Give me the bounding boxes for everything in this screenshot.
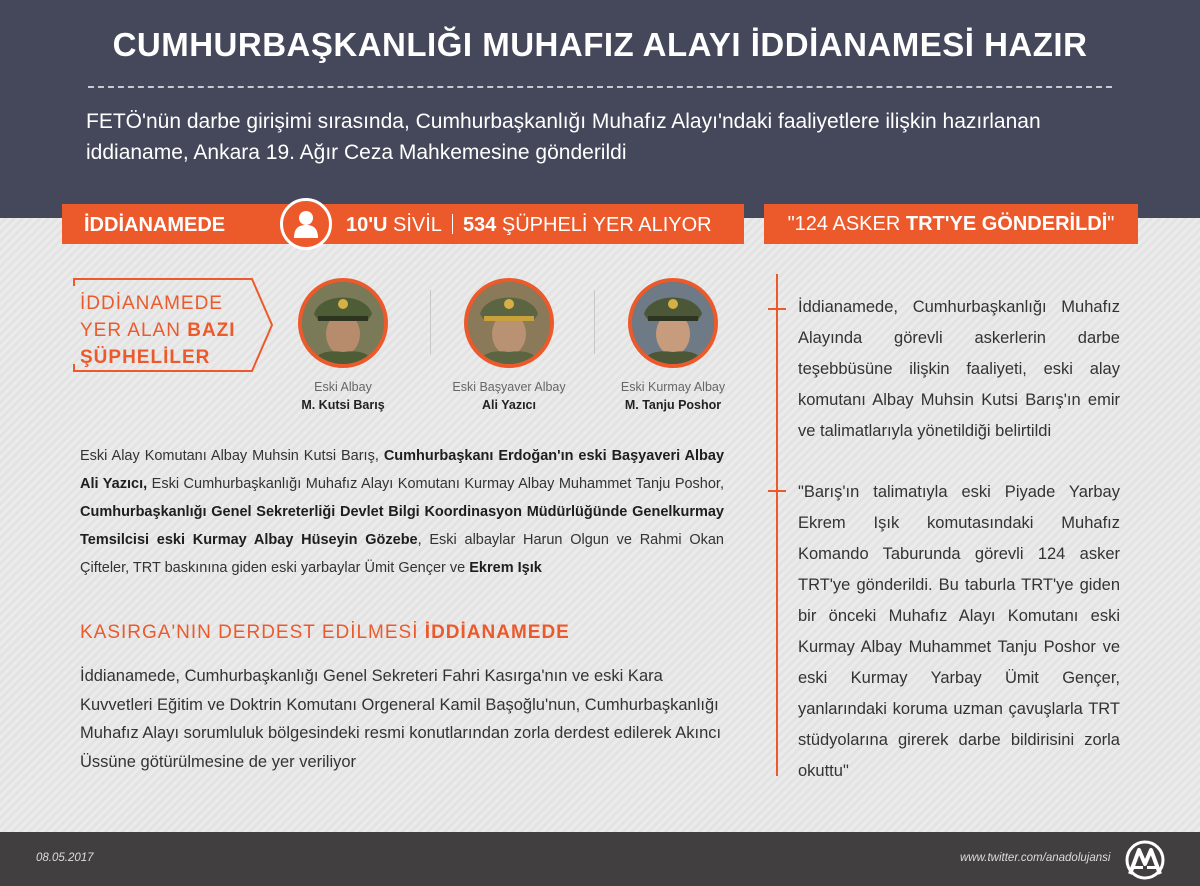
trt-banner-close: " [1107, 213, 1115, 235]
section-heading-bold: İDDİANAMEDE [424, 622, 570, 643]
suspects-line3-bold: ŞÜPHELİLER [80, 347, 211, 368]
section-heading-text: KASIRGA'NIN DERDEST EDİLMESİ [80, 622, 425, 643]
para-text: , Eski albaylar Harun Olgun ve Rahmi Okan Çifteler, TRT baskınına giden eski yarbaylar Ümit Gençer ve [80, 532, 724, 576]
person-icon [280, 198, 332, 250]
banner-label: İDDİANAMEDE [84, 214, 226, 236]
avatar [464, 278, 554, 368]
suspect-role: Eski Başyaver Albay [452, 380, 566, 394]
banner-separator [452, 214, 453, 234]
suspect-role: Eski Kurmay Albay [620, 380, 726, 394]
aa-logo [1122, 840, 1168, 880]
suspects-line2-text: YER ALAN [80, 320, 188, 341]
right-paragraph-1: İddianamede, Cumhurbaşkanlığı Muhafız Alayında görevli askerlerin darbe teşebbüsüne ilişkin faaliyeti, eski alay komutanı Albay Muhsin Kutsi Barış'ın emir ve talimatlarıyla yönetildiği belirtildi [798, 298, 1120, 440]
portrait-divider [430, 290, 431, 354]
suspects-label [80, 290, 260, 371]
trt-banner-bold: TRT'YE GÖNDERİLDİ [905, 213, 1108, 235]
page-title: CUMHURBAŞKANLIĞI MUHAFIZ ALAYI İDDİANAMESİ HAZIR [112, 26, 1088, 63]
suspects-line3 [80, 344, 260, 371]
suspect-text: ŞÜPHELİ YER ALIYOR [501, 214, 712, 236]
suspects-line2-bold: BAZI [187, 320, 236, 341]
suspect-name: M. Kutsi Barış [301, 398, 385, 412]
timeline-tick [768, 308, 786, 310]
section-heading [80, 622, 570, 644]
banner-counts [346, 214, 712, 237]
suspect-count: 534 [462, 214, 497, 236]
civil-text: SİVİL [393, 214, 442, 236]
subtitle: FETÖ'nün darbe girişimi sırasında, Cumhurbaşkanlığı Muhafız Alayı'ndaki faaliyetlere ilişkin hazırlanan iddianame, Ankara 19. Ağır Ceza Mahkemesine gönderildi [86, 110, 1041, 164]
footer [0, 832, 1200, 886]
kasirga-paragraph: İddianamede, Cumhurbaşkanlığı Genel Sekreteri Fahri Kasırga'nın ve eski Kara Kuvvetleri Eğitim ve Doktrin Komutanı Orgeneral Kamil Başoğlu'nun, Cumhurbaşkanlığı Muhafız Alayı sorumluluk bölgesindeki resmi konutlarından zorla derdest edilerek Akıncı Üssüne götürülmesine de yer veriliyor [80, 667, 722, 771]
header [0, 0, 1200, 218]
avatar [298, 278, 388, 368]
suspect-name: Ali Yazıcı [482, 398, 536, 412]
indictment-banner [62, 204, 744, 244]
para-text: Eski Cumhurbaşkanlığı Muhafız Alayı Komutanı Kurmay Albay Muhammet Tanju Poshor, [147, 476, 724, 492]
suspects-paragraph [80, 442, 724, 582]
suspect-role: Eski Albay [314, 380, 372, 394]
trt-banner-text: "124 ASKER [787, 213, 906, 235]
timeline-tick [768, 490, 786, 492]
right-paragraph-2: "Barış'ın talimatıyla eski Piyade Yarbay Ekrem Işık komutasındaki Muhafız Komando Taburunda görevli 124 asker TRT'ye gönderildi. Bu taburla TRT'ye giden bir önceki Muhafız Alayı Komutanı eski Kurmay Albay Muhammet Tanju Poshor ve eski Kurmay Yarbay Ümit Gençer, yanlarındaki koruma uzman çavuşlarla TRT stüdyolarına girerek darbe bildirisini zorla okuttu" [798, 483, 1120, 780]
suspect-name: M. Tanju Poshor [624, 398, 722, 412]
footer-date: 08.05.2017 [36, 852, 94, 864]
trt-banner [764, 204, 1138, 244]
dashed-divider [88, 86, 1112, 88]
portrait-divider [594, 290, 595, 354]
suspects-line1: İDDİANAMEDE [80, 293, 223, 314]
para-bold: Cumhurbaşkanlığı Genel Sekreterliği Devlet Bilgi Koordinasyon Müdürlüğünde Genelkurmay Temsilcisi eski Kurmay Albay Hüseyin Gözebe [80, 504, 724, 548]
para-text: Eski Alay Komutanı Albay Muhsin Kutsi Barış, [80, 448, 384, 464]
footer-twitter: www.twitter.com/anadolujansi [960, 852, 1111, 864]
timeline-line [776, 274, 778, 776]
para-bold: Ekrem Işık [469, 560, 542, 576]
suspects-line2 [80, 317, 260, 344]
para-bold: Cumhurbaşkanı Erdoğan'ın eski Başyaveri Albay Ali Yazıcı, [80, 448, 725, 492]
civil-count: 10'U [346, 214, 388, 236]
avatar [628, 278, 718, 368]
